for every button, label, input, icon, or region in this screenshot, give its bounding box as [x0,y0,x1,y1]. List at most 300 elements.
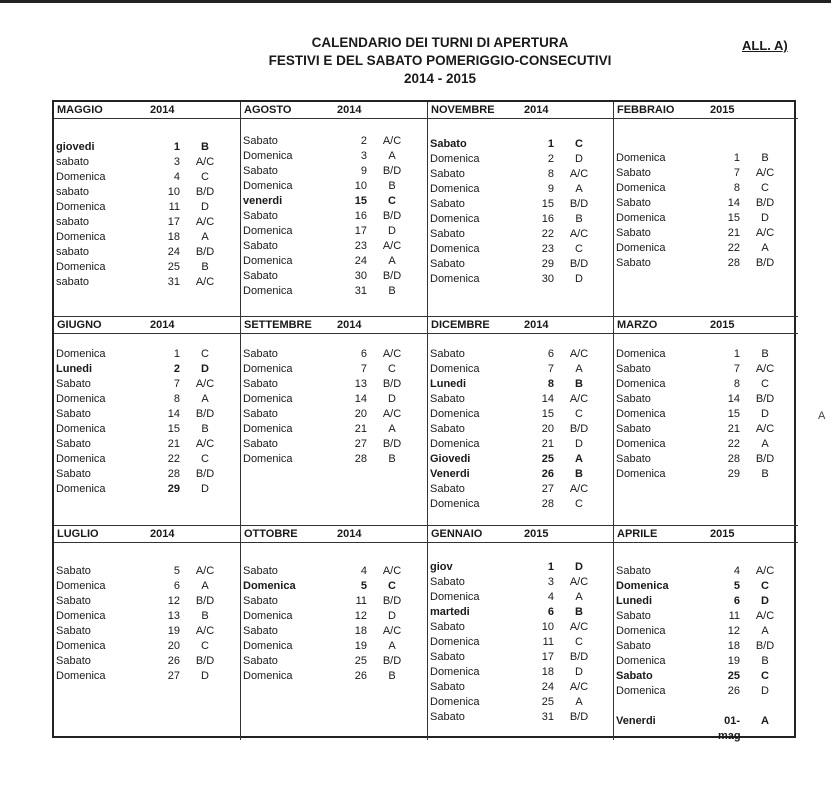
day-number: 10 [541,621,554,633]
shift-row [54,185,240,200]
day-number: 14 [727,197,740,209]
month-header [54,102,240,119]
day-name: martedi [430,606,470,618]
shift-row [241,194,427,209]
day-number: 6 [547,348,554,360]
shift-row [54,392,240,407]
day-name: Domenica [616,182,666,194]
shift-code: A/C [195,378,215,390]
shift-row [54,452,240,467]
day-number: 14 [354,393,367,405]
shift-row [614,609,798,624]
day-number: 1 [733,348,740,360]
day-name: Sabato [616,363,651,375]
shift-code: D [761,212,769,224]
shift-row [614,669,798,684]
day-name: Domenica [243,150,293,162]
shift-row [614,564,798,579]
shift-code: A/C [569,576,589,588]
month-name: DICEMBRE [431,319,490,331]
month-name: LUGLIO [57,528,99,540]
month-year: 2015 [710,528,735,540]
month-year: 2014 [337,528,362,540]
day-number: 01-mag [718,715,741,742]
day-name: Domenica [616,580,669,592]
month-header [428,317,613,334]
month-header [614,526,798,543]
day-name: Sabato [616,257,651,269]
shift-row [54,347,240,362]
month-header [241,317,427,334]
day-number: 11 [355,595,367,607]
month-cell-giugno [54,317,241,526]
day-name: Sabato [430,483,465,495]
day-name: Domenica [56,483,106,495]
shift-row [241,209,427,224]
shift-code: B [201,141,209,153]
day-number: 6 [547,606,554,618]
day-name: Domenica [616,655,666,667]
day-number: 21 [727,227,740,239]
shift-row [428,407,613,422]
day-name: Domenica [616,348,666,360]
shift-row [54,407,240,422]
day-name: Venerdi [616,715,656,727]
attachment-label: ALL. A) [742,38,788,53]
shift-row [54,155,240,170]
day-number: 8 [733,378,740,390]
day-number: 2 [360,135,367,147]
shift-code: B/D [382,655,402,667]
day-name: Lunedi [56,363,93,375]
shift-row [241,179,427,194]
day-number: 6 [360,348,367,360]
day-number: 17 [354,225,367,237]
shift-code: D [575,438,583,450]
shift-row [241,654,427,669]
day-number: 19 [167,625,180,637]
day-number: 1 [733,152,740,164]
month-year: 2014 [150,319,175,331]
shift-code: A/C [569,168,589,180]
shift-list [428,137,613,287]
day-name: Domenica [243,423,293,435]
shift-list [241,564,427,684]
shift-code: A/C [382,565,402,577]
day-name: Sabato [243,240,278,252]
shift-row [428,437,613,452]
shift-row [428,182,613,197]
shift-row [428,497,613,512]
shift-row [614,256,798,271]
day-number: 14 [167,408,180,420]
day-name: Domenica [56,670,106,682]
day-number: 20 [354,408,367,420]
shift-row [614,699,798,714]
shift-row [241,669,427,684]
month-header [241,526,427,543]
shift-code: A [388,150,396,162]
shift-row [428,452,613,467]
day-number: 15 [727,212,740,224]
title-line-2: FESTIVI E DEL SABATO POMERIGGIO-CONSECUTIVI [268,53,612,68]
day-number: 15 [354,195,367,207]
day-name: Domenica [56,610,106,622]
shift-row [241,164,427,179]
day-name: Domenica [243,453,293,465]
shift-row [54,215,240,230]
day-name: Sabato [616,227,651,239]
day-name: Sabato [430,711,465,723]
day-number: 28 [167,468,180,480]
day-name: Domenica [616,685,666,697]
day-name: giovedi [56,141,95,153]
shift-code: D [388,610,396,622]
month-header [428,526,613,543]
shift-row [428,152,613,167]
shift-row [241,362,427,377]
day-name: Domenica [243,180,293,192]
day-name: Sabato [243,348,278,360]
day-name: Domenica [243,255,293,267]
shift-code: C [575,138,583,150]
day-name: Sabato [430,258,465,270]
day-number: 31 [354,285,367,297]
shift-row [54,170,240,185]
day-name: Domenica [243,363,293,375]
day-number: 26 [541,468,554,480]
shift-row [428,392,613,407]
day-number: 15 [541,198,554,210]
shift-code: A/C [382,348,402,360]
shift-code: B/D [382,438,402,450]
shift-row [54,275,240,290]
day-name: Domenica [430,498,480,510]
shift-row [54,564,240,579]
month-header [54,526,240,543]
shift-code: A [201,580,209,592]
shift-code: B/D [195,408,215,420]
day-number: 5 [360,580,367,592]
shift-row [428,467,613,482]
shift-code: D [388,225,396,237]
month-year: 2014 [337,319,362,331]
day-name: Sabato [243,565,278,577]
shift-row [428,560,613,575]
shift-row [614,347,798,362]
day-number: 25 [541,696,554,708]
shift-code: A [575,696,583,708]
month-header [614,102,798,119]
shift-row [614,181,798,196]
shift-code: B [761,348,769,360]
shift-row [614,362,798,377]
day-number: 29 [541,258,554,270]
shift-row [241,347,427,362]
day-number: 28 [541,498,554,510]
shift-code: A [761,715,769,727]
shift-row [428,590,613,605]
day-name: Domenica [616,438,666,450]
day-number: 16 [354,210,367,222]
day-number: 13 [354,378,367,390]
shift-code: A/C [195,438,215,450]
day-number: 7 [173,378,180,390]
shift-code: A/C [569,483,589,495]
shift-code: D [201,363,209,375]
day-number: 26 [354,670,367,682]
month-name: SETTEMBRE [244,319,312,331]
day-number: 2 [173,363,180,375]
shift-code: B [575,213,583,225]
shift-code: C [761,670,769,682]
day-name: sabato [56,186,90,198]
day-name: Domenica [56,348,106,360]
month-header [54,317,240,334]
day-number: 4 [547,591,554,603]
day-number: 4 [173,171,180,183]
day-name: Sabato [56,408,91,420]
day-name: Domenica [430,438,480,450]
day-name: Domenica [56,171,106,183]
month-name: AGOSTO [244,104,292,116]
day-number: 7 [360,363,367,375]
day-name: Sabato [243,408,278,420]
shift-code: B/D [569,651,589,663]
shift-row [428,482,613,497]
day-name: Sabato [430,681,465,693]
shift-code: A [761,242,769,254]
month-cell-febbraio [614,102,798,317]
shift-row [428,212,613,227]
day-name: Sabato [430,198,465,210]
shift-row [428,377,613,392]
page-top-border [0,0,831,3]
day-name: Sabato [243,270,278,282]
shift-row [241,422,427,437]
shift-code: A/C [382,135,402,147]
day-name: Domenica [430,363,480,375]
shift-code: B [761,468,769,480]
shift-code: A/C [569,393,589,405]
shift-row [241,269,427,284]
shift-code: B [575,378,583,390]
day-number: 18 [727,640,740,652]
shift-row [241,594,427,609]
shift-code: B [201,261,209,273]
shift-code: C [761,378,769,390]
day-name: Sabato [56,378,91,390]
shift-code: C [761,182,769,194]
day-name: Sabato [430,621,465,633]
day-number: 18 [541,666,554,678]
shift-code: A/C [195,276,215,288]
shift-row [54,422,240,437]
shift-row [428,695,613,710]
day-name: Sabato [243,595,278,607]
shift-code: B/D [195,246,215,258]
day-name: Domenica [616,242,666,254]
shift-row [428,575,613,590]
day-number: 6 [173,580,180,592]
shift-row [54,245,240,260]
shift-row [614,377,798,392]
day-number: 23 [354,240,367,252]
day-number: 30 [354,270,367,282]
day-name: Domenica [430,213,480,225]
shift-code: B [388,453,396,465]
day-number: 1 [173,141,180,153]
day-number: 18 [354,625,367,637]
shift-code: A/C [195,565,215,577]
day-number: 28 [727,257,740,269]
shift-code: C [575,498,583,510]
day-number: 8 [173,393,180,405]
day-name: Sabato [56,565,91,577]
shift-code: D [761,685,769,697]
shift-row [241,579,427,594]
day-number: 6 [733,595,740,607]
shift-row [241,284,427,299]
shift-code: C [201,640,209,652]
day-name: Sabato [430,228,465,240]
shift-code: B/D [755,257,775,269]
shift-row [54,362,240,377]
day-number: 1 [173,348,180,360]
month-name: NOVEMBRE [431,104,495,116]
shift-code: D [575,561,583,573]
shift-row [241,239,427,254]
shift-code: A [575,183,583,195]
shift-row [54,609,240,624]
shift-code: A [575,453,583,465]
shift-code: B/D [382,270,402,282]
shift-row [428,347,613,362]
shift-code: A [201,393,209,405]
day-name: Sabato [430,168,465,180]
day-name: Domenica [430,636,480,648]
day-number: 31 [541,711,554,723]
shift-code: A/C [569,228,589,240]
shift-code: D [575,153,583,165]
month-cell-settembre [241,317,428,526]
shift-row [614,714,798,742]
calendar-grid [52,100,796,742]
shift-code: B/D [382,210,402,222]
day-name: Sabato [243,378,278,390]
day-number: 24 [541,681,554,693]
day-number: 21 [354,423,367,435]
day-number: 8 [733,182,740,194]
shift-code: B [201,610,209,622]
shift-row [54,467,240,482]
shift-code: D [201,201,209,213]
shift-code: A/C [755,363,775,375]
shift-code: B [575,606,583,618]
shift-row [241,639,427,654]
shift-row [428,227,613,242]
month-cell-ottobre [241,526,428,740]
shift-code: A/C [382,408,402,420]
shift-row [428,257,613,272]
shift-code: C [761,580,769,592]
day-name: Sabato [430,393,465,405]
day-name: Sabato [616,197,651,209]
shift-code: B [388,670,396,682]
shift-row [614,166,798,181]
shift-row [241,392,427,407]
day-name: sabato [56,276,90,288]
shift-row [614,579,798,594]
shift-row [54,230,240,245]
shift-row [54,482,240,497]
day-number: 5 [733,580,740,592]
day-number: 1 [547,138,554,150]
shift-code: A [575,591,583,603]
shift-code: B/D [382,595,402,607]
day-number: 28 [354,453,367,465]
shift-code: A/C [569,621,589,633]
shift-code: A/C [195,156,215,168]
day-number: 1 [547,561,554,573]
day-number: 29 [167,483,180,495]
day-number: 26 [167,655,180,667]
shift-code: D [575,273,583,285]
day-name: Domenica [56,640,106,652]
shift-row [54,260,240,275]
shift-code: B [201,423,209,435]
shift-list [241,134,427,299]
shift-code: B [388,180,396,192]
day-number: 20 [167,640,180,652]
shift-row [614,654,798,669]
shift-row [54,624,240,639]
day-number: 5 [173,565,180,577]
shift-code: C [201,453,209,465]
day-number: 14 [541,393,554,405]
day-name: Domenica [430,666,480,678]
shift-code: A/C [569,348,589,360]
shift-code: B [575,468,583,480]
month-name: MAGGIO [57,104,103,116]
shift-row [614,467,798,482]
shift-row [614,151,798,166]
shift-row [54,654,240,669]
day-name: Domenica [430,273,480,285]
day-number: 18 [167,231,180,243]
day-number: 16 [541,213,554,225]
day-number: 25 [354,655,367,667]
shift-row [428,137,613,152]
day-number: 27 [541,483,554,495]
shift-code: A [388,423,396,435]
day-name: Sabato [56,625,91,637]
shift-row [614,624,798,639]
shift-row [428,422,613,437]
day-name: Domenica [616,212,666,224]
day-name: Sabato [616,610,651,622]
shift-code: B/D [569,198,589,210]
day-number: 28 [727,453,740,465]
month-cell-novembre [428,102,614,317]
day-number: 9 [547,183,554,195]
day-number: 22 [727,438,740,450]
shift-code: B/D [755,197,775,209]
day-number: 24 [354,255,367,267]
day-number: 11 [542,636,554,648]
shift-row [614,407,798,422]
day-number: 20 [541,423,554,435]
